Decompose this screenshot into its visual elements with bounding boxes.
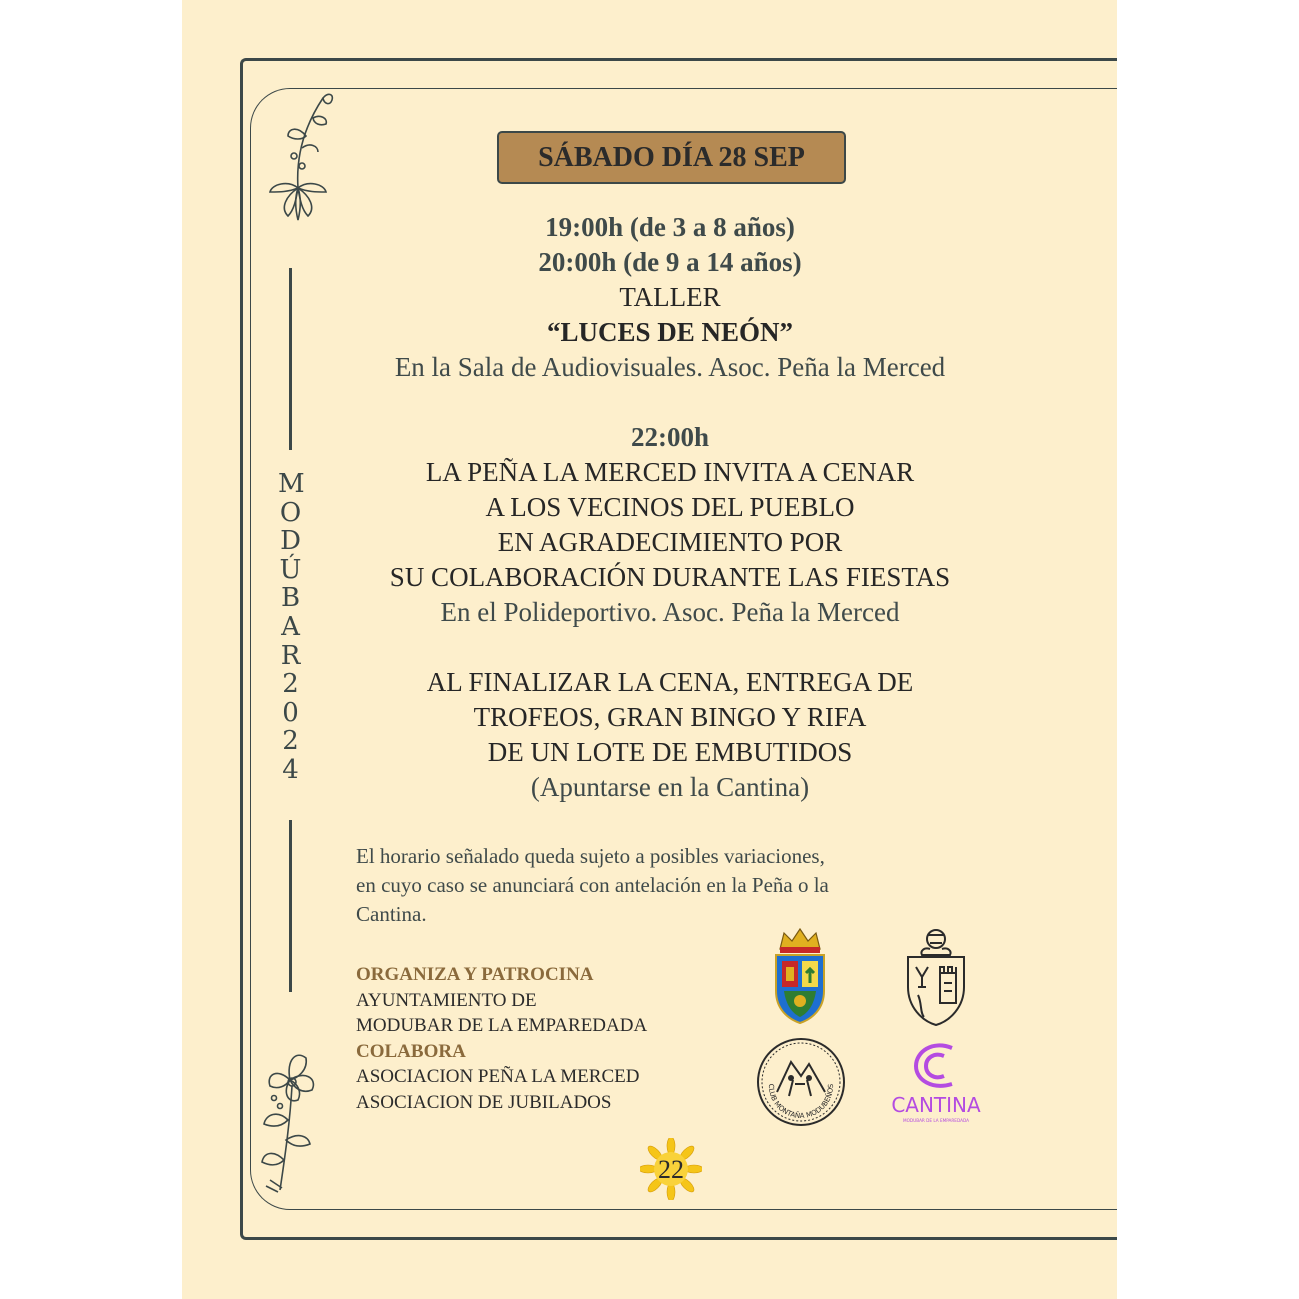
- cantina-subtitle: MODUBAR DE LA EMPAREDADA: [903, 1118, 969, 1123]
- vertical-letter: M: [278, 469, 306, 499]
- cena-time: 22:00h: [630, 422, 709, 452]
- vertical-letter: B: [280, 583, 302, 614]
- disclaimer-line: Cantina.: [356, 902, 427, 926]
- taller-time-1: 19:00h (de 3 a 8 años): [545, 212, 795, 242]
- disclaimer-line: El horario señalado queda sujeto a posibles variaciones,: [356, 844, 825, 868]
- taller-time-2: 20:00h (de 9 a 14 años): [538, 247, 802, 277]
- vertical-letter: 2: [282, 669, 300, 700]
- colabora-line: ASOCIACION DE JUBILADOS: [356, 1091, 612, 1113]
- cena-line: LA PEÑA LA MERCED INVITA A CENAR: [425, 457, 915, 487]
- sunflower-page-number-icon: [640, 1138, 702, 1200]
- cena-section: [340, 420, 1000, 630]
- vertical-letter: D: [280, 526, 302, 557]
- vertical-letter: O: [279, 497, 303, 528]
- vertical-letter: R: [280, 640, 302, 671]
- vertical-divider-top: [289, 268, 292, 450]
- cena-line: SU COLABORACIÓN DURANTE LAS FIESTAS: [389, 562, 951, 592]
- knight-shield-icon: [900, 925, 972, 1029]
- cantina-name: CANTINA: [891, 1093, 981, 1117]
- cena-line: EN AGRADECIMIENTO POR: [497, 527, 843, 557]
- club-montana-text: CLUB MONTAÑA MODUBEÑOS: [766, 1083, 836, 1121]
- credits: [356, 962, 647, 1115]
- organiza-line: AYUNTAMIENTO DE: [356, 989, 537, 1011]
- vertical-letter: 0: [282, 697, 300, 728]
- colabora-heading: COLABORA: [356, 1040, 466, 1062]
- club-montana-logo-icon: [755, 1036, 847, 1128]
- final-section: [340, 665, 1000, 805]
- colabora-line: ASOCIACION PEÑA LA MERCED: [356, 1066, 640, 1087]
- vertical-divider-bottom: [289, 820, 292, 992]
- organiza-line: MODUBAR DE LA EMPAREDADA: [356, 1015, 648, 1036]
- final-note: (Apuntarse en la Cantina): [530, 772, 810, 802]
- flower-ornament-top-icon: [258, 88, 338, 228]
- final-line: AL FINALIZAR LA CENA, ENTREGA DE: [426, 667, 914, 697]
- disclaimer: [356, 842, 936, 929]
- organiza-heading: ORGANIZA Y PATROCINA: [356, 964, 594, 985]
- flower-ornament-bottom-icon: [252, 1040, 332, 1200]
- cena-line: A LOS VECINOS DEL PUEBLO: [485, 492, 855, 522]
- vertical-letter: Ú: [279, 554, 303, 585]
- page-number: 22: [658, 1155, 684, 1184]
- svg-text:CLUB MONTAÑA MODUBEÑOS: [767, 1083, 835, 1120]
- final-line: DE UN LOTE DE EMBUTIDOS: [487, 737, 853, 767]
- vertical-letter: A: [281, 611, 301, 642]
- final-line: TROFEOS, GRAN BINGO Y RIFA: [473, 702, 867, 732]
- taller-name: “LUCES DE NEÓN”: [546, 317, 794, 347]
- vertical-letter: 4: [282, 754, 300, 785]
- vertical-letter: 2: [282, 726, 300, 757]
- disclaimer-line: en cuyo caso se anunciará con antelación en la Peña o la: [356, 873, 829, 897]
- cantina-logo-icon: [882, 1040, 990, 1126]
- date-badge: SÁBADO DÍA 28 SEP: [497, 131, 846, 184]
- taller-section: [340, 210, 1000, 385]
- coat-of-arms-icon: [770, 925, 830, 1025]
- cena-place: En el Polideportivo. Asoc. Peña la Merced: [440, 597, 900, 627]
- taller-label: TALLER: [619, 282, 721, 312]
- taller-place: En la Sala de Audiovisuales. Asoc. Peña la Merced: [394, 352, 946, 382]
- vertical-title: [278, 470, 304, 785]
